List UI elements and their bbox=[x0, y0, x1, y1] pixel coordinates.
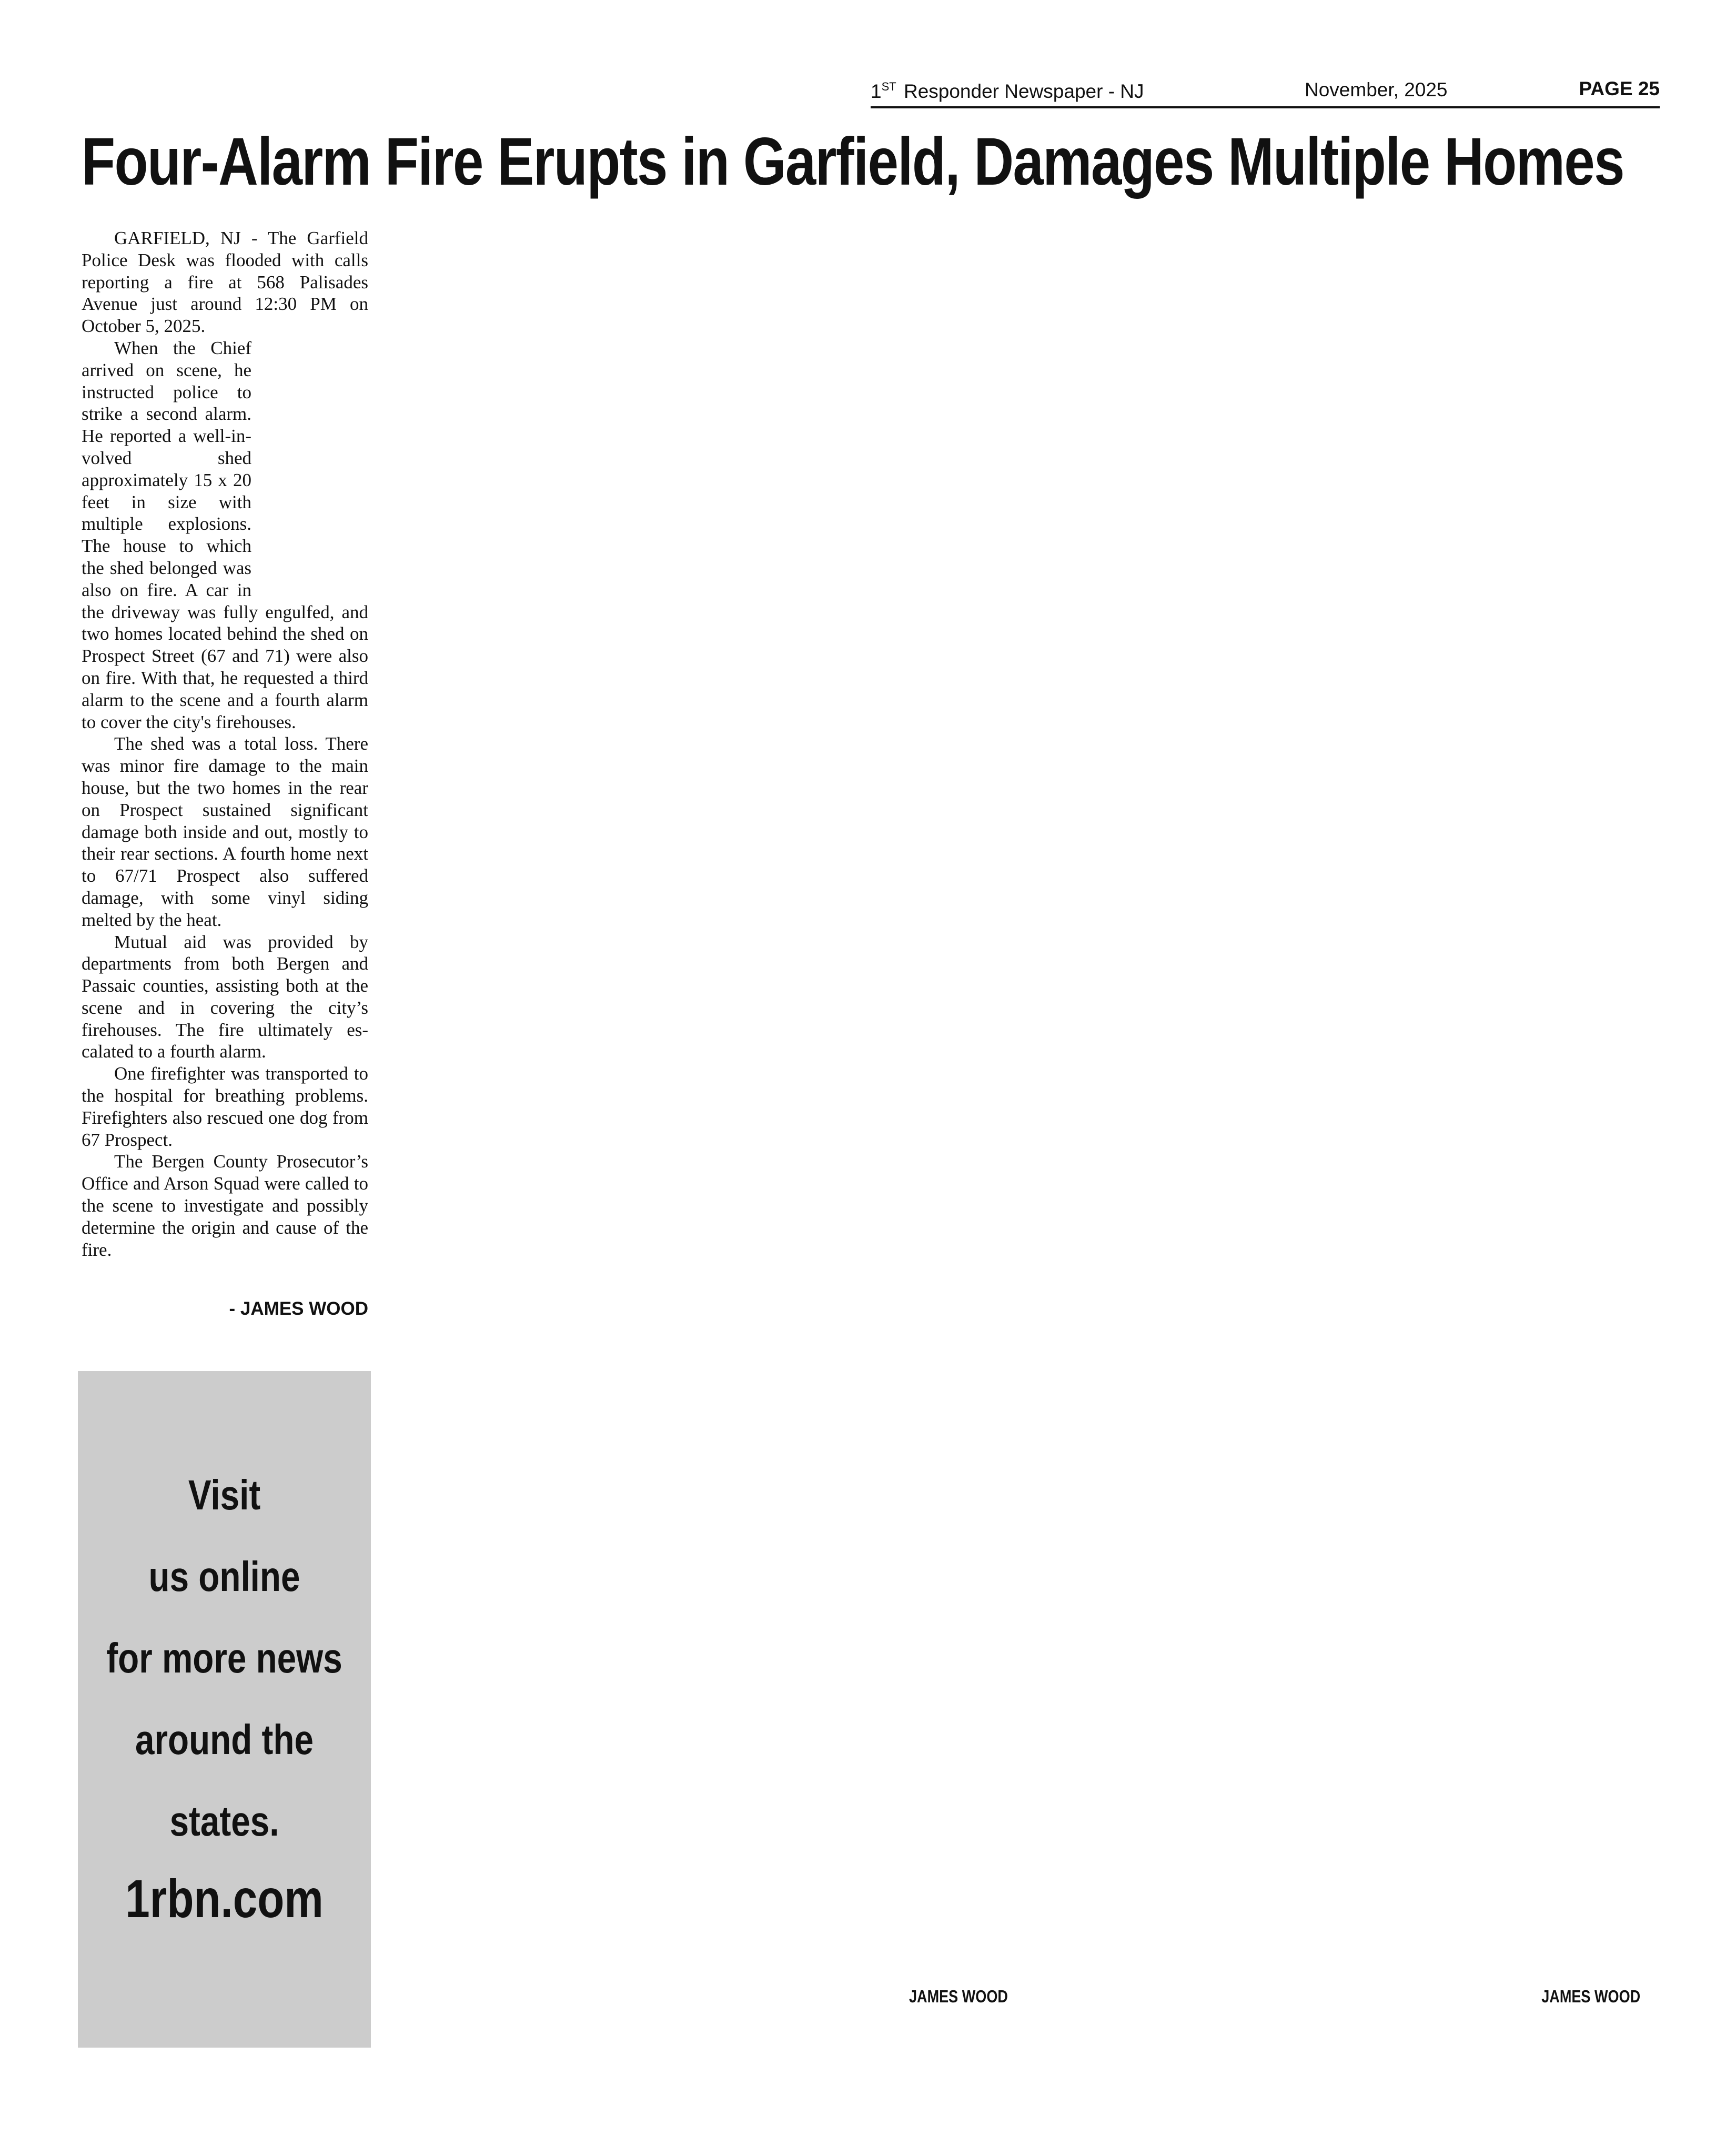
photo-credit-left: JAMES WOOD bbox=[909, 1987, 1008, 2006]
page-number: PAGE 25 bbox=[1579, 78, 1660, 99]
promo-line: around the bbox=[135, 1716, 314, 1763]
running-header bbox=[871, 77, 1660, 108]
promo-url-link[interactable]: 1rbn.com bbox=[125, 1869, 324, 1929]
promo-line: Visit bbox=[188, 1472, 261, 1518]
photo-wrap-space bbox=[251, 337, 368, 579]
article-paragraph: Mutual aid was provided by departments from both Bergen and Passaic counties, assisting both at the scene and in covering the city’s firehouses. The fire ultimately escalated to a fourth alarm. bbox=[82, 931, 368, 1062]
publication-rest: Responder Newspaper - NJ bbox=[898, 80, 1144, 102]
promo-line: us online bbox=[148, 1553, 300, 1600]
publication-superscript: ST bbox=[881, 80, 896, 93]
article-paragraph: The Bergen County Prosecutor’s Office and Arson Squad were called to the scene to investigate and possibly determine the origin and cause of the fire. bbox=[82, 1151, 368, 1260]
photo-credit-right: JAMES WOOD bbox=[1541, 1987, 1640, 2006]
article-paragraph: The shed was a total loss. There was minor fire damage to the main house, but the two homes in the rear on Prospect sustained significant damage both inside and out, mostly to their rear sections. A fourth home next to 67/71 Prospect also suffered damage, with some vinyl siding melted by the heat. bbox=[82, 733, 368, 930]
promo-line: states. bbox=[169, 1798, 279, 1845]
publication-name bbox=[871, 80, 1144, 103]
article-headline: Four-Alarm Fire Erupts in Garfield, Damages Multiple Homes bbox=[82, 124, 1624, 199]
promo-box bbox=[78, 1371, 371, 2048]
publication-prefix: 1 bbox=[871, 80, 882, 102]
promo-line: for more news bbox=[106, 1635, 342, 1681]
article-paragraph: When the Chief arrived on scene, he instructed police to strike a second alarm. He reported a well-involved shed approximately 15 x 20 feet in size with multiple explosions. The house to which the shed belonged was also on fire. A car in the driveway was fully engulfed, and two homes located behind the shed on Prospect Street (67 and 71) were also on fire. With that, he requested a third alarm to the scene and a fourth alarm to cover the city's firehouses. bbox=[82, 337, 368, 732]
article-body bbox=[82, 227, 368, 1261]
article-paragraph: One firefighter was transported to the hospital for breathing problems. Firefighters also rescued one dog from 67 Prospect. bbox=[82, 1063, 368, 1150]
issue-date: November, 2025 bbox=[1305, 79, 1448, 100]
article-paragraph: GARFIELD, NJ - The Garfield Police Desk was flooded with calls reporting a fire at 568 Palisades Avenue just around 12:30 PM on October 5, 2025. bbox=[82, 228, 368, 337]
article-byline: - JAMES WOOD bbox=[229, 1298, 368, 1319]
